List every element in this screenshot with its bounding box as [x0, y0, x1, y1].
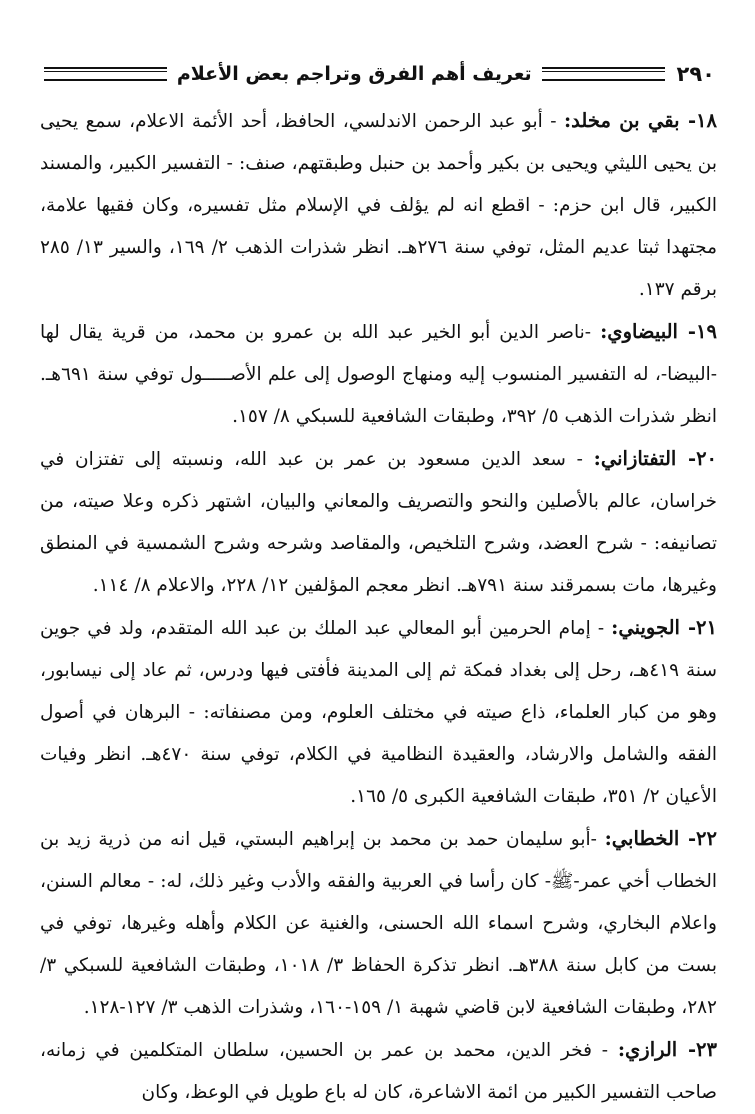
entry-heading: ١٩- البيضاوي: — [600, 320, 717, 343]
header-rule-right — [542, 67, 665, 81]
biography-entry-23 — [40, 1029, 717, 1114]
entry-text: -أبو سليمان حمد بن محمد بن إبراهيم البستي، قيل انه من ذرية زيد بن الخطاب أخي عمر-ﷺ- كان رأسا في العربية والفقه والأدب وغير ذلك، له: - معالم السنن، واعلام البخاري، وشرح اسماء الله الحسنى، والغنية عن الكلام وأهله وغيرها، توفي في بست من كابل سنة ٣٨٨هـ. انظر تذكرة الحفاظ ٣/ ١٠١٨، وطبقات الشافعية للسبكي ٣/ ٢٨٢، وطبقات الشافعية لابن قاضي شهبة ١/ ١٥٩-١٦٠، وشذرات الذهب ٣/ ١٢٧-١٢٨. — [40, 829, 717, 1018]
biography-entry-21 — [40, 607, 717, 818]
biography-entry-19 — [40, 311, 717, 438]
entry-text: - فخر الدين، محمد بن عمر بن الحسين، سلطان المتكلمين في زمانه، صاحب التفسير الكبير من ائمة الاشاعرة، كان له باع طويل في الوعظ، وكان — [40, 1040, 717, 1103]
entry-heading: ١٨- بقي بن مخلد: — [563, 109, 717, 132]
biography-entry-18 — [40, 100, 717, 311]
entry-text: -ناصر الدين أبو الخير عبد الله بن عمرو بن محمد، من قرية يقال لها -البيضا-، له التفسير المنسوب إليه ومنهاج الوصول إلى علم الأصـــــول توفي سنة ٦٩١هـ. انظر شذرات الذهب ٥/ ٣٩٢، وطبقات الشافعية للسبكي ٨/ ١٥٧. — [40, 322, 717, 427]
page-header — [38, 56, 715, 92]
entry-heading: ٢٢- الخطابي: — [604, 827, 717, 850]
entry-heading: ٢١- الجويني: — [611, 616, 717, 639]
biography-entry-22 — [40, 818, 717, 1029]
header-rule-left — [44, 67, 167, 81]
entry-heading: ٢٣- الرازي: — [617, 1038, 717, 1061]
biography-entry-20 — [40, 438, 717, 607]
entry-heading: ٢٠- التفتازاني: — [593, 447, 718, 470]
page-number: ٢٩٠ — [676, 62, 715, 86]
entry-text: - أبو عبد الرحمن الاندلسي، الحافظ، أحد الأئمة الاعلام، سمع يحيى بن يحيى الليثي ويحيى بن بكير وأحمد بن حنبل وطبقتهم، صنف: - التفسير الكبير، والمسند الكبير، قال ابن حزم: - اقطع انه لم يؤلف في الإسلام مثل تفسيره، وكان فقيها علامة، مجتهدا ثبتا عديم المثل، توفي سنة ٢٧٦هـ. انظر شذرات الذهب ٢/ ١٦٩، والسير ١٣/ ٢٨٥ برقم ١٣٧. — [40, 111, 717, 300]
page-body — [40, 100, 717, 1114]
entry-text: - إمام الحرمين أبو المعالي عبد الملك بن عبد الله المتقدم، ولد في جوين سنة ٤١٩هـ، رحل إلى بغداد فمكة ثم إلى المدينة فأفتى فيها ودرس، ثم عاد إلى نيسابور، وهو من كبار العلماء، ذاع صيته في مختلف العلوم، ومن مصنفاته: - البرهان في أصول الفقه والشامل والارشاد، والعقيدة النظامية في الكلام، توفي سنة ٤٧٠هـ. انظر وفيات الأعيان ٢/ ٣٥١، طبقات الشافعية الكبرى ٥/ ١٦٥. — [40, 618, 717, 807]
entry-text: - سعد الدين مسعود بن عمر بن عبد الله، ونسبته إلى تفتزان في خراسان، عالم بالأصلين والنحو والتصريف والمعاني والبيان، اشتهر ذكره وعلا صيته، من تصانيفه: - شرح العضد، وشرح التلخيص، والمقاصد وشرحه وشرح الشمسية في المنطق وغيرها، مات بسمرقند سنة ٧٩١هـ. انظر معجم المؤلفين ١٢/ ٢٢٨، والاعلام ٨/ ١١٤. — [40, 449, 717, 596]
running-title: تعريف أهم الفرق وتراجم بعض الأعلام — [176, 63, 532, 85]
